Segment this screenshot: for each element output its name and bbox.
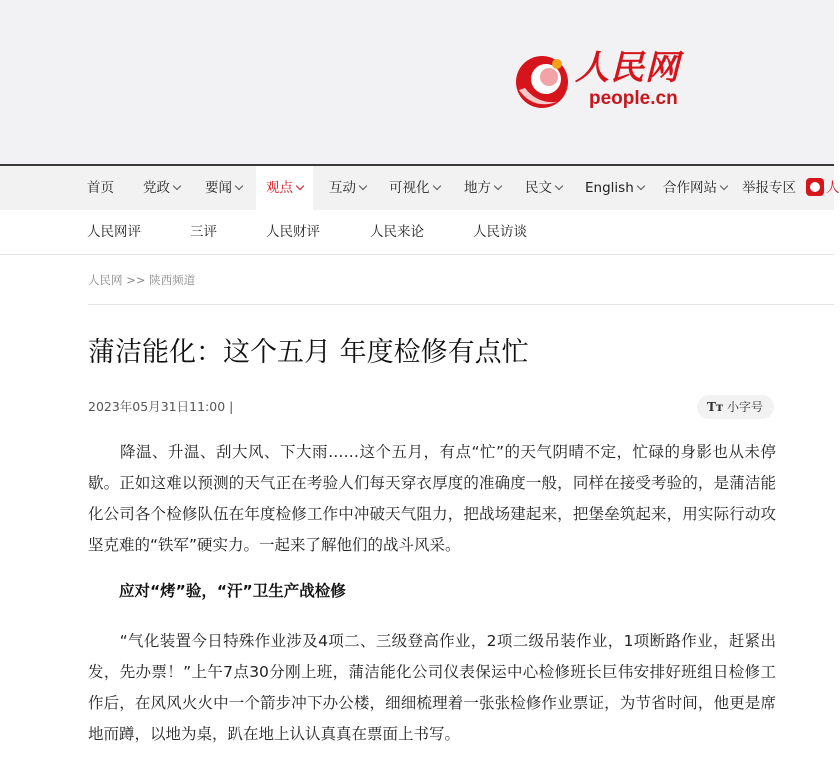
nav-overflow-label[interactable]: 人 xyxy=(826,180,840,196)
logo-chinese-text: 人民网 xyxy=(575,48,680,88)
nav-item-english[interactable] xyxy=(585,166,644,210)
breadcrumb-separator: >> xyxy=(126,273,146,287)
chevron-down-icon xyxy=(235,182,243,190)
article-paragraph-1: 降温、升温、刮大风、下大雨……这个五月，有点“忙”的天气阴晴不定，忙碌的身影也从未停歇。正如这难以预测的天气正在考验人们每天穿衣厚度的准确度一般，同样在接受考验的，是蒲洁能化公司各个检修队伍在年度检修工作中冲破天气阻力，把战场建起来，把堡垒筑起来，用实际行动攻坚克难的“铁军”硬实力。一起来了解他们的战斗风采。 xyxy=(88,443,776,554)
subnav-item-sanping[interactable]: 三评 xyxy=(190,224,217,240)
nav-item-party[interactable] xyxy=(143,166,180,210)
breadcrumb-home-link[interactable]: 人民网 xyxy=(88,273,123,287)
chevron-down-icon xyxy=(720,182,728,190)
nav-item-partner-sites[interactable] xyxy=(663,166,727,210)
subnav-item-lailun[interactable]: 人民来论 xyxy=(370,224,424,240)
nav-item-interaction[interactable] xyxy=(329,166,366,210)
nav-item-opinion[interactable] xyxy=(256,166,313,210)
chevron-down-icon xyxy=(555,182,563,190)
nav-label: 党政 xyxy=(143,180,170,196)
chevron-down-icon xyxy=(359,182,367,190)
subnav-item-renminwangping[interactable]: 人民网评 xyxy=(87,224,141,240)
article-title: 蒲洁能化：这个五月 年度检修有点忙 xyxy=(88,337,529,368)
chevron-down-icon xyxy=(494,182,502,190)
nav-label: 民文 xyxy=(525,180,552,196)
breadcrumb-channel-link[interactable]: 陕西频道 xyxy=(149,273,196,287)
font-size-button[interactable] xyxy=(697,395,774,419)
nav-label: 观点 xyxy=(266,180,293,196)
nav-item-ethnic[interactable] xyxy=(525,166,562,210)
breadcrumb xyxy=(88,271,195,289)
chevron-down-icon xyxy=(296,182,304,190)
article-meta: 2023年05月31日11:00 | xyxy=(88,399,234,414)
font-size-label: 小字号 xyxy=(727,400,764,414)
nav-label: 首页 xyxy=(87,180,114,196)
nav-item-home[interactable] xyxy=(87,166,114,210)
people-cn-logo[interactable] xyxy=(513,48,693,112)
nav-label: 举报专区 xyxy=(742,180,796,196)
nav-label: 地方 xyxy=(464,180,491,196)
article-paragraph-2: “气化装置今日特殊作业涉及4项二、三级登高作业，2项二级吊装作业，1项断路作业，赶紧出发，先办票！”上午7点30分刚上班，蒲洁能化公司仪表保运中心检修班长巨伟安排好班组日检修工作后，在风风火火中一个箭步冲下办公楼，细细梳理着一张张检修作业票证，为节省时间，他更是席地而蹲，以地为桌，趴在地上认认真真在票面上书写。 xyxy=(88,632,776,743)
nav-label: English xyxy=(585,180,634,196)
nav-label: 合作网站 xyxy=(663,180,717,196)
subnav-item-caiping[interactable]: 人民财评 xyxy=(266,224,320,240)
site-header xyxy=(0,0,834,164)
content-divider xyxy=(88,304,834,305)
people-logo-mark-icon xyxy=(513,52,571,110)
text-size-icon: Tт xyxy=(707,400,724,414)
nav-item-news[interactable] xyxy=(205,166,242,210)
nav-item-report[interactable] xyxy=(742,166,796,210)
nav-label: 要闻 xyxy=(205,180,232,196)
article-subheading: 应对“烤”验，“汗”卫生产战检修 xyxy=(119,582,346,600)
chevron-down-icon xyxy=(432,182,440,190)
main-nav xyxy=(0,166,840,210)
chevron-down-icon xyxy=(637,182,645,190)
opinion-subnav xyxy=(0,210,834,255)
nav-label: 可视化 xyxy=(389,180,430,196)
nav-item-local[interactable] xyxy=(464,166,501,210)
nav-label: 互动 xyxy=(329,180,356,196)
people-app-icon[interactable] xyxy=(806,178,824,196)
nav-item-visual[interactable] xyxy=(389,166,440,210)
subnav-item-fangtan[interactable]: 人民访谈 xyxy=(473,224,527,240)
chevron-down-icon xyxy=(173,182,181,190)
logo-english-text: people.cn xyxy=(589,88,678,109)
